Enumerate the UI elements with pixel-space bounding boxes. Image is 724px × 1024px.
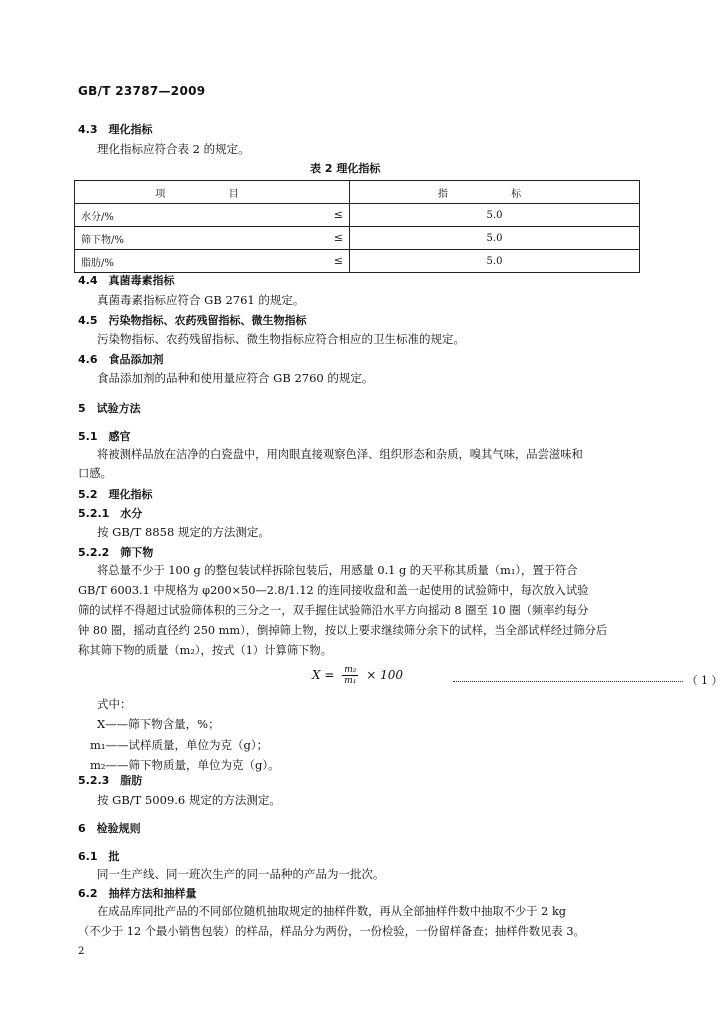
table-row [75,250,640,273]
section-number: 6 [78,822,86,835]
section-title: 食品添加剂 [108,353,164,366]
section-number: 5.2.3 [78,774,110,787]
table-header-row [75,181,640,204]
section-title: 理化指标 [108,123,153,136]
section-4-6-heading [78,351,163,368]
table-row [75,204,640,227]
page-number: 2 [78,946,85,957]
where-intro: 式中： [97,697,132,711]
section-5-2-1-heading [78,505,142,522]
section-title: 试验方法 [96,402,141,415]
spec-table [74,180,640,273]
section-title: 抽样方法和抽样量 [108,887,197,900]
section-5-1-heading [78,428,130,445]
section-6-1-body: 同一生产线、同一班次生产的同一品种的产品为一批次。 [97,867,385,881]
table-header-item: 项 目 [75,181,350,204]
section-number: 5.2 [78,488,98,501]
where-var-m2: m₂——筛下物质量，单位为克（g）。 [90,758,280,772]
formula-number-row [445,672,723,688]
section-4-5-body: 污染物指标、农药残留指标、微生物指标应符合相应的卫生标准的规定。 [97,332,465,346]
formula-numerator: m₂ [344,665,357,675]
section-5-2-2-line5: 称其筛下物的质量（m₂），按式（1）计算筛下物。 [78,644,333,657]
where-var-x: X——筛下物含量，%； [97,717,220,731]
table-row [75,227,640,250]
row-item: 脂肪/% [81,257,114,269]
table-caption: 表 2 理化指标 [310,162,381,175]
row-value: 5.0 [350,227,640,250]
row-item: 筛下物/% [81,234,124,246]
section-title: 真菌毒素指标 [108,274,175,287]
section-number: 5.2.2 [78,546,110,559]
section-6-2-heading [78,885,196,902]
section-title: 检验规则 [96,822,141,835]
row-value: 5.0 [350,204,640,227]
section-6-2-line2: （不少于 12 个最小销售包装）的样品，样品分为两份，一份检验，一份留样备查；抽样件数见表 3。 [78,925,585,938]
section-number: 5.2.1 [78,507,110,520]
section-title: 筛下物 [120,546,154,559]
section-title: 感官 [108,430,131,443]
section-4-6-body: 食品添加剂的品种和使用量应符合 GB 2760 的规定。 [97,371,374,385]
section-5-2-2-line3: 筛的试样不得超过试验筛体积的三分之一，双手握住试验筛沿水平方向摇动 8 圈至 10 圈（频率约每分 [78,604,589,617]
section-title: 理化指标 [108,488,153,501]
row-value: 5.0 [350,250,640,273]
section-4-3-heading [78,121,152,138]
section-6-2-line1: 在成品库同批产品的不同部位随机抽取规定的抽样件数，再从全部抽样件数中抽取不少于 2 kg [97,905,567,918]
section-5-2-2-line1: 将总量不少于 100 g 的整包装试样拆除包装后，用感量 0.1 g 的天平称其质量（m₁），置于符合 [97,564,578,577]
section-5-heading [78,400,141,417]
row-operator: ≤ [333,230,343,244]
section-title: 脂肪 [120,774,143,787]
section-5-2-2-heading [78,544,153,561]
formula-fraction [342,665,358,686]
section-5-2-2-line4: 钟 80 圈，摇动直径约 250 mm），倒掉筛上物，按以上要求继续筛分余下的试样，当全部试样经过筛分后 [78,624,608,637]
section-number: 4.5 [78,314,98,327]
section-number: 5 [78,402,86,415]
section-number: 4.4 [78,274,98,287]
section-6-heading [78,820,141,837]
section-6-1-heading [78,848,119,865]
section-4-5-heading [78,312,306,329]
section-title: 水分 [120,507,143,520]
section-5-1-body-line1: 将被测样品放在洁净的白瓷盘中，用肉眼直接观察色泽、组织形态和杂质，嗅其气味，品尝滋味和 [97,448,583,461]
section-title: 污染物指标、农药残留指标、微生物指标 [108,314,307,327]
formula-denominator: m₁ [344,676,357,686]
section-4-3-body: 理化指标应符合表 2 的规定。 [97,142,250,156]
formula-rhs: × 100 [366,668,404,682]
section-5-2-heading [78,486,152,503]
section-number: 6.1 [78,850,98,863]
section-4-4-heading [78,272,174,289]
document-header: GB/T 23787—2009 [78,84,206,98]
formula [312,665,403,686]
section-5-1-body-line2: 口感。 [78,467,112,480]
where-var-m1: m₁——试样质量，单位为克（g）； [90,738,269,752]
section-number: 6.2 [78,887,98,900]
row-item: 水分/% [81,211,114,223]
section-number: 4.3 [78,123,98,136]
formula-number: （ 1 ） [686,674,723,687]
section-5-2-3-body: 按 GB/T 5009.6 规定的方法测定。 [97,793,281,807]
section-5-2-1-body: 按 GB/T 8858 规定的方法测定。 [97,525,270,539]
section-number: 5.1 [78,430,98,443]
table-header-value: 指 标 [350,181,640,204]
section-5-2-3-heading [78,772,142,789]
row-operator: ≤ [333,207,343,221]
formula-leader-dots [453,681,683,682]
section-5-2-2-line2: GB/T 6003.1 中规格为 φ200×50—2.8/1.12 的连同接收盘和盖一起使用的试验筛中，每次放入试验 [78,584,589,597]
section-number: 4.6 [78,353,98,366]
section-4-4-body: 真菌毒素指标应符合 GB 2761 的规定。 [97,293,305,307]
row-operator: ≤ [333,253,343,267]
section-title: 批 [108,850,120,863]
formula-lhs: X = [312,668,335,682]
